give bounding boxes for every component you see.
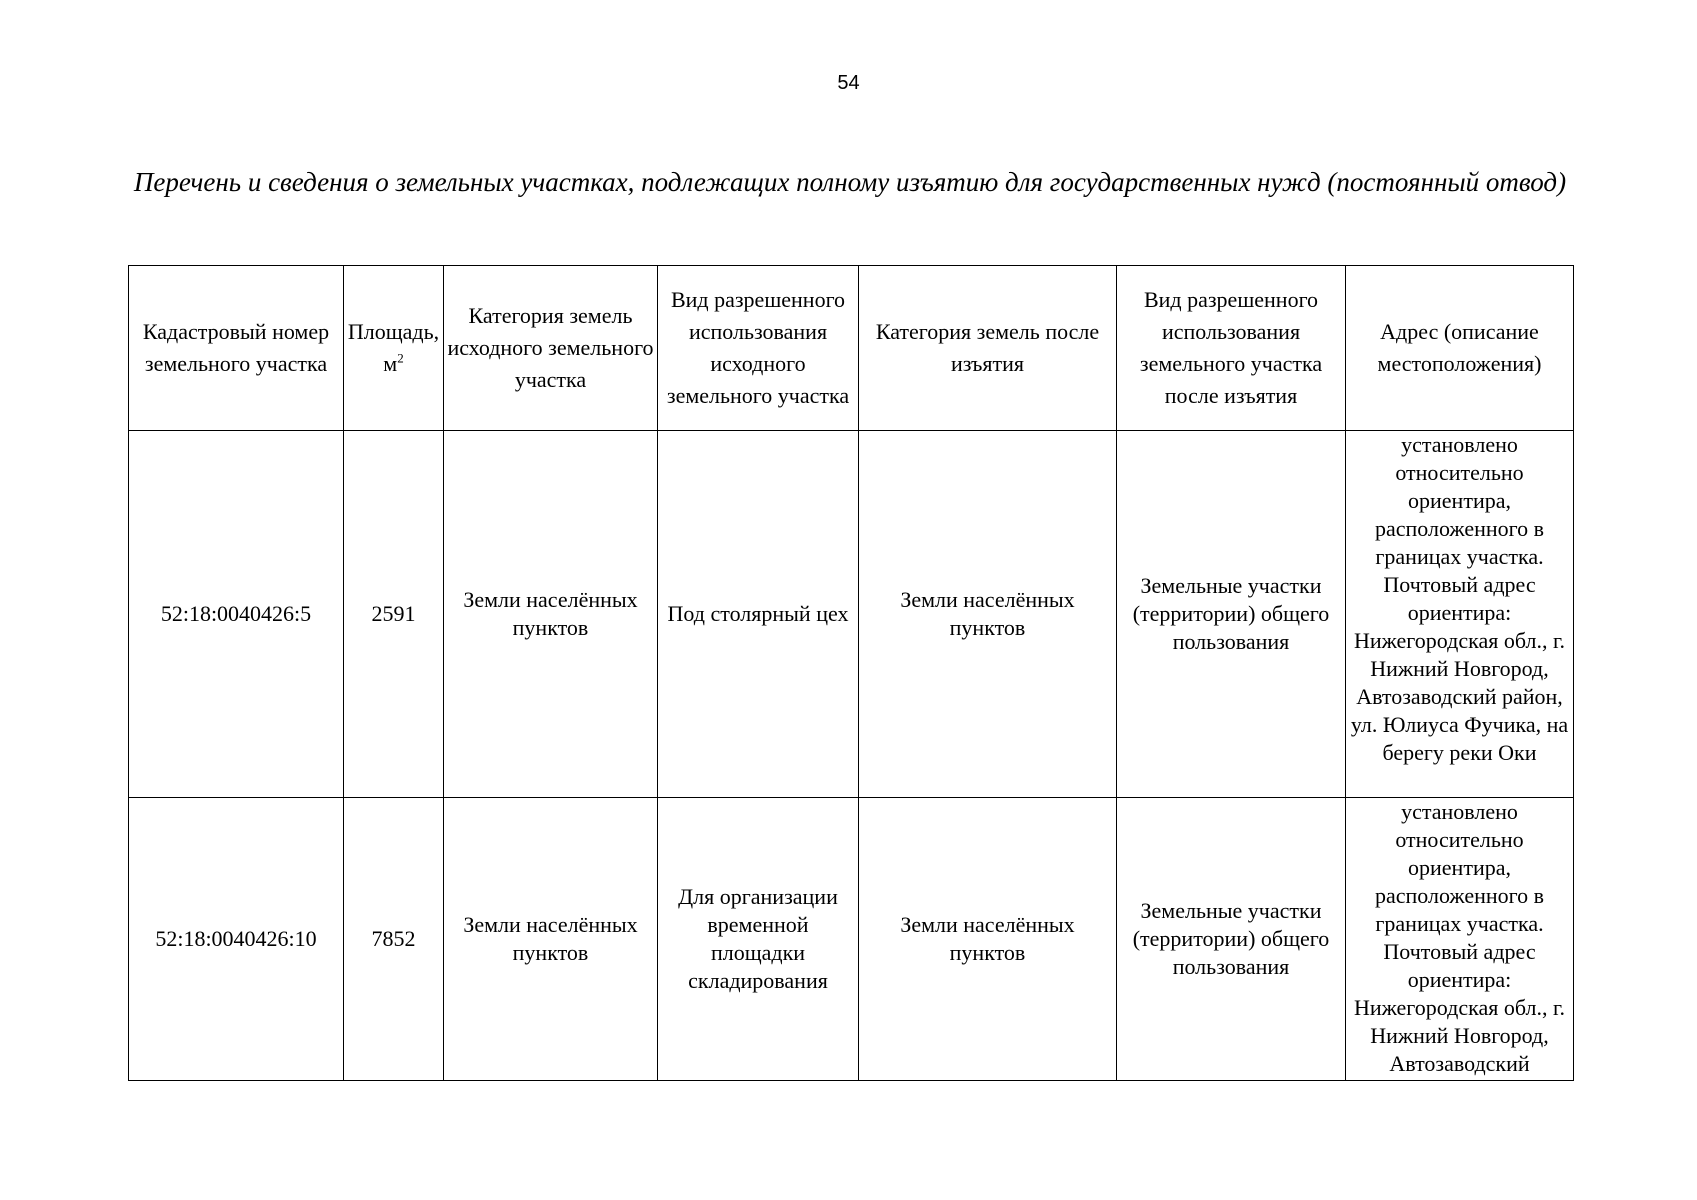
cell-area: 2591 bbox=[344, 431, 444, 798]
page-number: 54 bbox=[837, 72, 860, 94]
cell-category-source: Земли населённых пунктов bbox=[444, 431, 658, 798]
cell-cadastral-number: 52:18:0040426:5 bbox=[129, 431, 344, 798]
land-parcels-table bbox=[128, 265, 1574, 1081]
cell-address bbox=[1346, 798, 1574, 1081]
document-title: Перечень и сведения о земельных участках, подлежащих полному изъятию для государственных нужд (постоянный отвод) bbox=[133, 167, 1567, 197]
cell-use-after: Земельные участки (территории) общего пользования bbox=[1117, 798, 1346, 1081]
header-category-source: Категория земель исходного земельного участка bbox=[444, 266, 658, 431]
header-area-label: Площадь, bbox=[347, 319, 440, 344]
header-use-source: Вид разрешенного использования исходного земельного участка bbox=[658, 266, 859, 431]
header-use-after: Вид разрешенного использования земельного участка после изъятия bbox=[1117, 266, 1346, 431]
cell-category-source: Земли населённых пунктов bbox=[444, 798, 658, 1081]
header-cadastral-number: Кадастровый номер земельного участка bbox=[129, 266, 344, 431]
cell-address bbox=[1346, 431, 1574, 798]
table-row bbox=[129, 798, 1574, 1081]
header-area bbox=[344, 266, 444, 431]
cell-use-source: Для организации временной площадки складирования bbox=[658, 798, 859, 1081]
table-row bbox=[129, 431, 1574, 798]
cell-category-after: Земли населённых пунктов bbox=[859, 431, 1117, 798]
address-text: установлено относительно ориентира, расположенного в границах участка. Почтовый адрес ориентира: Нижегородская обл., г. Нижний Новгород, Автозаводский bbox=[1353, 799, 1566, 1076]
header-category-after: Категория земель после изъятия bbox=[859, 266, 1117, 431]
header-address: Адрес (описание местоположения) bbox=[1346, 266, 1574, 431]
header-area-unit: м bbox=[383, 351, 398, 376]
cell-area: 7852 bbox=[344, 798, 444, 1081]
cell-cadastral-number: 52:18:0040426:10 bbox=[129, 798, 344, 1081]
cell-use-after: Земельные участки (территории) общего пользования bbox=[1117, 431, 1346, 798]
cell-use-source: Под столярный цех bbox=[658, 431, 859, 798]
header-area-unit-power: 2 bbox=[397, 350, 404, 366]
address-text: установлено относительно ориентира, расположенного в границах участка. Почтовый адрес ориентира: Нижегородская обл., г. Нижний Новгород, Автозаводский район, ул. Юлиуса Фучика, на берегу реки Оки bbox=[1350, 432, 1569, 765]
table-header-row bbox=[129, 266, 1574, 431]
cell-category-after: Земли населённых пунктов bbox=[859, 798, 1117, 1081]
